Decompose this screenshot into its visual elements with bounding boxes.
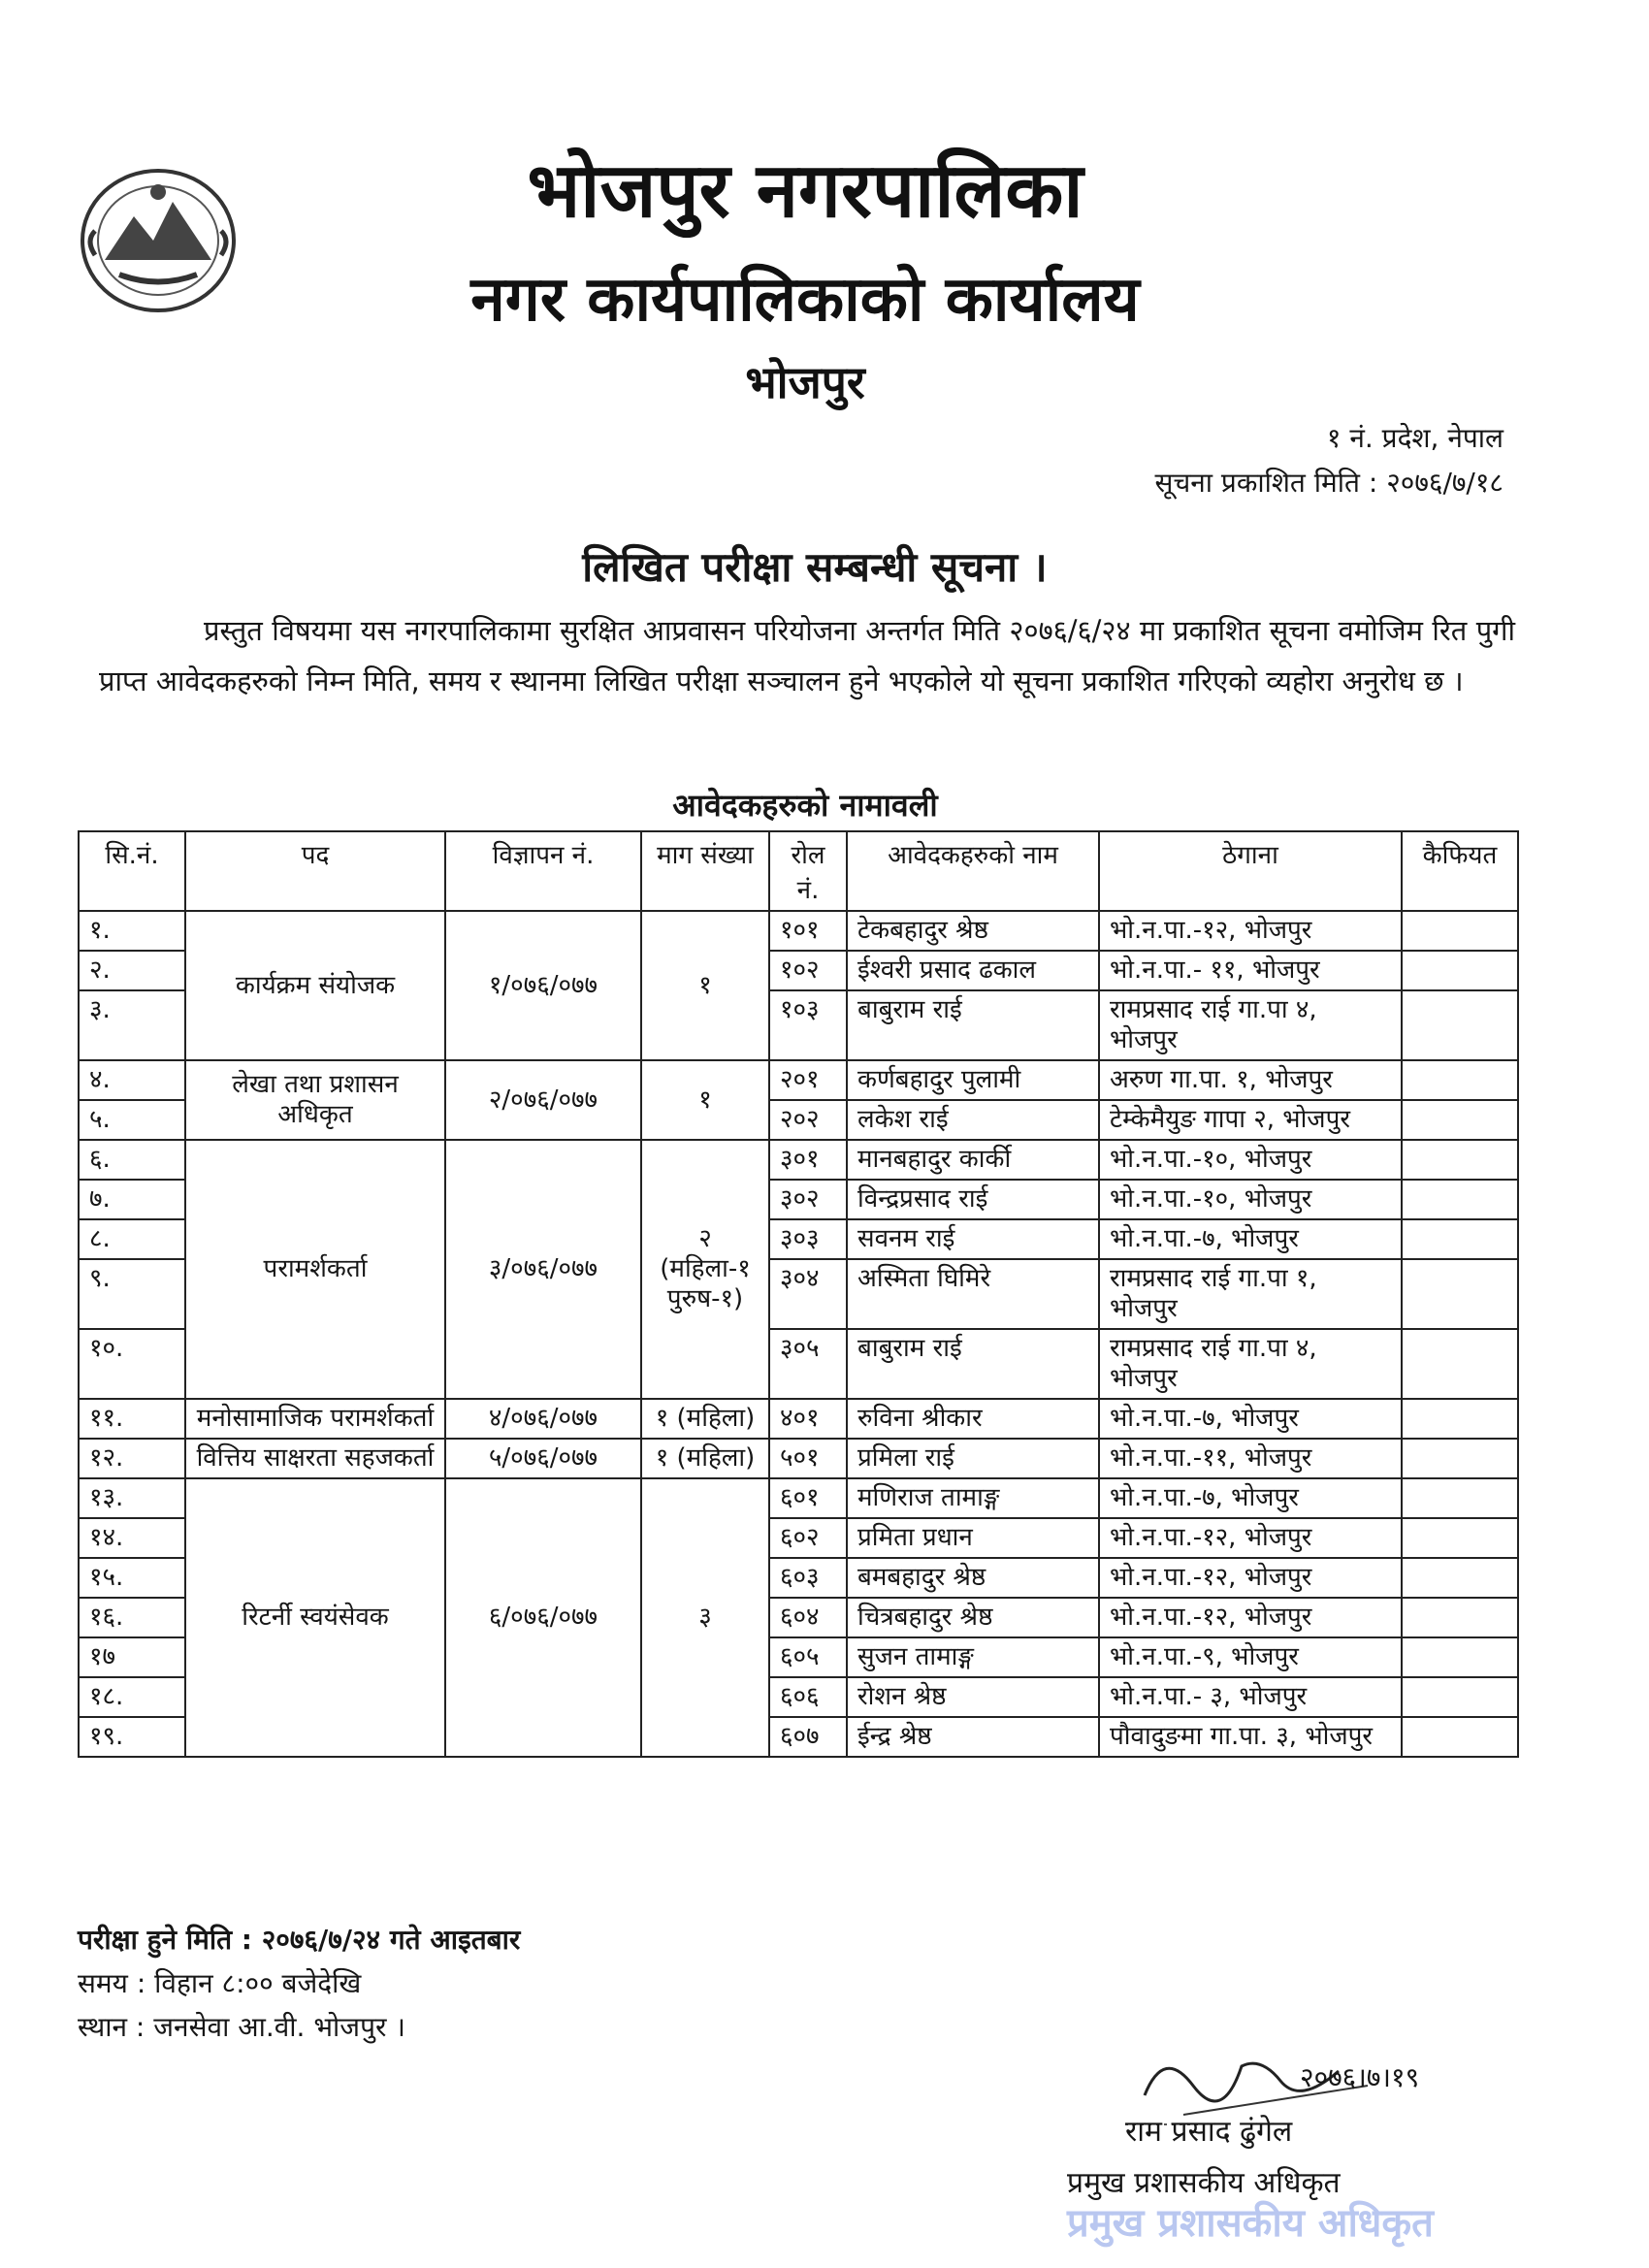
address-cell: रामप्रसाद राई गा.पा ४, भोजपुर: [1099, 990, 1402, 1060]
demand-cell: ३: [641, 1478, 769, 1757]
col-sn: सि.नं.: [79, 831, 185, 911]
remarks-cell: [1402, 1518, 1518, 1558]
sn-cell: १४.: [79, 1518, 185, 1558]
roll-cell: ६०४: [769, 1598, 847, 1637]
col-remarks: कैफियत: [1402, 831, 1518, 911]
table-row: [79, 911, 1518, 951]
post-cell: रिटर्नी स्वयंसेवक: [185, 1478, 445, 1757]
roll-cell: ३०२: [769, 1180, 847, 1219]
table-row: [79, 1439, 1518, 1478]
address-cell: भो.न.पा.- ३, भोजपुर: [1099, 1677, 1402, 1717]
exam-place: स्थान : जनसेवा आ.वी. भोजपुर ।: [78, 2011, 405, 2043]
address-cell: भो.न.पा.-७, भोजपुर: [1099, 1399, 1402, 1439]
name-cell: लकेश राई: [847, 1100, 1099, 1140]
remarks-cell: [1402, 1259, 1518, 1329]
roll-cell: २०२: [769, 1100, 847, 1140]
col-name: आवेदकहरुको नाम: [847, 831, 1099, 911]
sn-cell: ७.: [79, 1180, 185, 1219]
remarks-cell: [1402, 1439, 1518, 1478]
address-cell: भो.न.पा.-१२, भोजपुर: [1099, 1518, 1402, 1558]
address-cell: रामप्रसाद राई गा.पा ४, भोजपुर: [1099, 1329, 1402, 1399]
address-cell: भो.न.पा.-७, भोजपुर: [1099, 1219, 1402, 1259]
applicant-table: [78, 830, 1519, 1758]
roll-cell: ३०१: [769, 1140, 847, 1180]
sn-cell: १७: [79, 1637, 185, 1677]
advert-cell: २/०७६/०७७: [445, 1060, 641, 1140]
roll-cell: ३०५: [769, 1329, 847, 1399]
col-roll: रोल नं.: [769, 831, 847, 911]
table-row: [79, 1060, 1518, 1100]
name-cell: बमबहादुर श्रेष्ठ: [847, 1558, 1099, 1598]
advert-cell: ५/०७६/०७७: [445, 1439, 641, 1478]
name-cell: टेकबहादुर श्रेष्ठ: [847, 911, 1099, 951]
remarks-cell: [1402, 1140, 1518, 1180]
address-cell: भो.न.पा.-१२, भोजपुर: [1099, 1558, 1402, 1598]
demand-cell: १ (महिला): [641, 1399, 769, 1439]
advert-cell: ३/०७६/०७७: [445, 1140, 641, 1399]
sn-cell: १५.: [79, 1558, 185, 1598]
roll-cell: २०१: [769, 1060, 847, 1100]
demand-cell: १ (महिला): [641, 1439, 769, 1478]
name-cell: बाबुराम राई: [847, 1329, 1099, 1399]
address-cell: भो.न.पा.-१०, भोजपुर: [1099, 1180, 1402, 1219]
exam-date: परीक्षा हुने मिति : २०७६/७/२४ गते आइतबार: [78, 1924, 521, 1956]
sn-cell: १९.: [79, 1717, 185, 1757]
name-cell: प्रमिता प्रधान: [847, 1518, 1099, 1558]
remarks-cell: [1402, 951, 1518, 990]
col-post: पद: [185, 831, 445, 911]
sn-cell: २.: [79, 951, 185, 990]
sn-cell: १२.: [79, 1439, 185, 1478]
sn-cell: १८.: [79, 1677, 185, 1717]
remarks-cell: [1402, 1180, 1518, 1219]
roll-cell: ६०६: [769, 1677, 847, 1717]
remarks-cell: [1402, 1399, 1518, 1439]
name-cell: मानबहादुर कार्की: [847, 1140, 1099, 1180]
name-cell: बाबुराम राई: [847, 990, 1099, 1060]
advert-cell: ६/०७६/०७७: [445, 1478, 641, 1757]
sn-cell: १.: [79, 911, 185, 951]
name-cell: ईन्द्र श्रेष्ठ: [847, 1717, 1099, 1757]
name-cell: ईश्वरी प्रसाद ढकाल: [847, 951, 1099, 990]
sn-cell: ९.: [79, 1259, 185, 1329]
office-stamp: प्रमुख प्रशासकीय अधिकृत: [1067, 2201, 1434, 2246]
roll-cell: ६०५: [769, 1637, 847, 1677]
office-title: नगर कार्यपालिकाको कार्यालय: [470, 264, 1140, 336]
roll-cell: ६०२: [769, 1518, 847, 1558]
address-cell: अरुण गा.पा. १, भोजपुर: [1099, 1060, 1402, 1100]
sn-cell: ८.: [79, 1219, 185, 1259]
demand-cell: १: [641, 911, 769, 1060]
col-advert: विज्ञापन नं.: [445, 831, 641, 911]
municipality-title: भोजपुर नगरपालिका: [527, 147, 1083, 235]
col-address: ठेगाना: [1099, 831, 1402, 911]
remarks-cell: [1402, 1677, 1518, 1717]
sn-cell: ३.: [79, 990, 185, 1060]
notice-title: लिखित परीक्षा सम्बन्धी सूचना ।: [582, 543, 1048, 591]
sn-cell: १३.: [79, 1478, 185, 1518]
address-cell: भो.न.पा.-१२, भोजपुर: [1099, 1598, 1402, 1637]
post-cell: लेखा तथा प्रशासन अधिकृत: [185, 1060, 445, 1140]
name-cell: रुविना श्रीकार: [847, 1399, 1099, 1439]
post-cell: परामर्शकर्ता: [185, 1140, 445, 1399]
sn-cell: ४.: [79, 1060, 185, 1100]
signatory-name: राम प्रसाद ढुंगेल: [1125, 2115, 1293, 2149]
remarks-cell: [1402, 911, 1518, 951]
roll-cell: १०३: [769, 990, 847, 1060]
sn-cell: १०.: [79, 1329, 185, 1399]
sn-cell: १६.: [79, 1598, 185, 1637]
remarks-cell: [1402, 1717, 1518, 1757]
table-header-row: [79, 831, 1518, 911]
signatory-title: प्रमुख प्रशासकीय अधिकृत: [1067, 2166, 1341, 2200]
remarks-cell: [1402, 1219, 1518, 1259]
applicant-list-title: आवेदकहरुको नामावली: [672, 787, 938, 824]
roll-cell: १०१: [769, 911, 847, 951]
remarks-cell: [1402, 1060, 1518, 1100]
col-demand: माग संख्या: [641, 831, 769, 911]
address-cell: भो.न.पा.-१२, भोजपुर: [1099, 911, 1402, 951]
address-cell: टेम्केमैयुङ गापा २, भोजपुर: [1099, 1100, 1402, 1140]
roll-cell: ३०३: [769, 1219, 847, 1259]
roll-cell: १०२: [769, 951, 847, 990]
address-cell: रामप्रसाद राई गा.पा १, भोजपुर: [1099, 1259, 1402, 1329]
advert-cell: १/०७६/०७७: [445, 911, 641, 1060]
remarks-cell: [1402, 1100, 1518, 1140]
table-row: [79, 1140, 1518, 1180]
name-cell: विन्द्रप्रसाद राई: [847, 1180, 1099, 1219]
remarks-cell: [1402, 1637, 1518, 1677]
table-row: [79, 1478, 1518, 1518]
name-cell: रोशन श्रेष्ठ: [847, 1677, 1099, 1717]
roll-cell: ६०७: [769, 1717, 847, 1757]
remarks-cell: [1402, 1598, 1518, 1637]
remarks-cell: [1402, 1558, 1518, 1598]
roll-cell: ५०१: [769, 1439, 847, 1478]
remarks-cell: [1402, 1478, 1518, 1518]
address-cell: भो.न.पा.-७, भोजपुर: [1099, 1478, 1402, 1518]
advert-cell: ४/०७६/०७७: [445, 1399, 641, 1439]
roll-cell: ६०१: [769, 1478, 847, 1518]
address-cell: पौवादुङमा गा.पा. ३, भोजपुर: [1099, 1717, 1402, 1757]
location-title: भोजपुर: [745, 356, 865, 408]
address-cell: भो.न.पा.-११, भोजपुर: [1099, 1439, 1402, 1478]
name-cell: सवनम राई: [847, 1219, 1099, 1259]
sn-cell: ६.: [79, 1140, 185, 1180]
roll-cell: ३०४: [769, 1259, 847, 1329]
name-cell: चित्रबहादुर श्रेष्ठ: [847, 1598, 1099, 1637]
notice-body: प्रस्तुत विषयमा यस नगरपालिकामा सुरक्षित आप्रवासन परियोजना अन्तर्गत मिति २०७६/६/२४ मा प्रकाशित सूचना वमोजिम रित पुगी प्राप्त आवेदकहरुको निम्न मिति, समय र स्थानमा लिखित परीक्षा सञ्चालन हुने भएकोले यो सूचना प्रकाशित गरिएको व्यहोरा अनुरोध छ ।: [99, 614, 1515, 697]
post-cell: मनोसामाजिक परामर्शकर्ता: [185, 1399, 445, 1439]
province-line: १ नं. प्रदेश, नेपाल: [1326, 422, 1504, 454]
demand-cell: २ (महिला-१ पुरुष-१): [641, 1140, 769, 1399]
published-date: सूचना प्रकाशित मिति : २०७६/७/१८: [1154, 467, 1504, 499]
name-cell: प्रमिला राई: [847, 1439, 1099, 1478]
sn-cell: ११.: [79, 1399, 185, 1439]
roll-cell: ६०३: [769, 1558, 847, 1598]
address-cell: भो.न.पा.-१०, भोजपुर: [1099, 1140, 1402, 1180]
table-row: [79, 1399, 1518, 1439]
post-cell: कार्यक्रम संयोजक: [185, 911, 445, 1060]
post-cell: वित्तिय साक्षरता सहजकर्ता: [185, 1439, 445, 1478]
sn-cell: ५.: [79, 1100, 185, 1140]
demand-cell: १: [641, 1060, 769, 1140]
name-cell: अस्मिता घिमिरे: [847, 1259, 1099, 1329]
address-cell: भो.न.पा.- ११, भोजपुर: [1099, 951, 1402, 990]
exam-time: समय : विहान ८:०० बजेदेखि: [78, 1967, 362, 1999]
name-cell: सुजन तामाङ्ग: [847, 1637, 1099, 1677]
name-cell: कर्णबहादुर पुलामी: [847, 1060, 1099, 1100]
address-cell: भो.न.पा.-९, भोजपुर: [1099, 1637, 1402, 1677]
remarks-cell: [1402, 990, 1518, 1060]
roll-cell: ४०१: [769, 1399, 847, 1439]
remarks-cell: [1402, 1329, 1518, 1399]
signature-date: २०७६।७।१९: [1300, 2061, 1420, 2093]
name-cell: मणिराज तामाङ्ग: [847, 1478, 1099, 1518]
